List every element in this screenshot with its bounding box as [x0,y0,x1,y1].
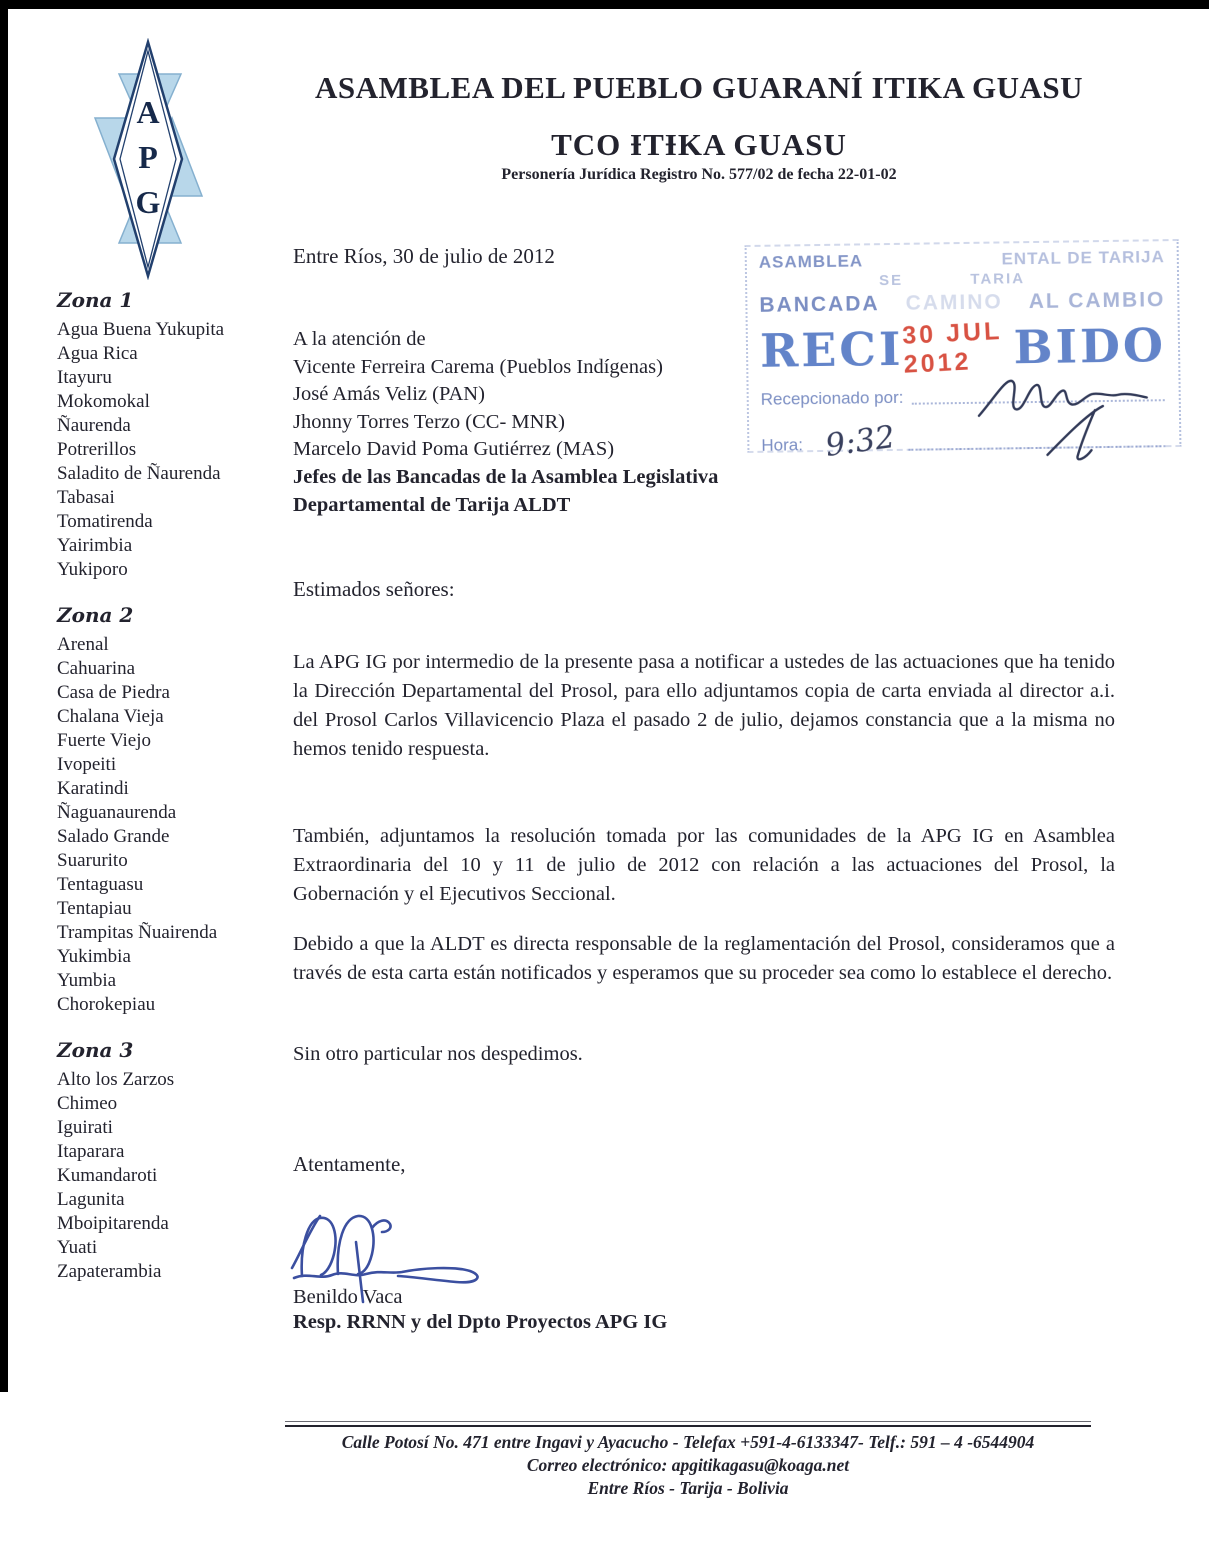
recipients-role-line-2: Departamental de Tarija ALDT [293,493,571,516]
community-item: Potrerillos [57,439,137,460]
community-item: Lagunita [57,1189,125,1210]
community-item: Yumbia [57,970,117,991]
community-item: Itaparara [57,1141,125,1162]
footer-address: Calle Potosí No. 471 entre Ingavi y Ayacucho - Telefax +591-4-6133347- Telf.: 591 – 4 -6544904 [341,1432,1035,1452]
stamp-bido-text: BIDO [1013,318,1167,375]
community-item: Salado Grande [57,826,170,847]
body-paragraph-2: También, adjuntamos la resolución tomada por las comunidades de la APG IG en Asamblea Extraordinaria del 10 y 11 de julio de 2012 con relación a las actuaciones del Prosol, la Gobernación y el Ejecutivos Seccional. [293,825,1115,905]
community-item: Fuerte Viejo [57,730,152,751]
zone-3-section [57,1038,292,1284]
stamp-time-flourish [1041,404,1112,461]
community-item: Mokomokal [57,391,150,412]
stamp-sub-right: TARIA [970,270,1026,288]
scan-edge-top [0,0,1209,9]
salutation: Estimados señores: [293,577,455,601]
community-item: Saladito de Ñaurenda [57,463,221,484]
community-item: Iguirati [57,1117,113,1138]
zone-2-title: Zona 2 [57,603,134,627]
territory-name: TCO ƗTƗKA GUASU [551,127,847,162]
stamp-bancada-mid: CAMINO [905,290,1003,315]
stamp-sub-left: SE [878,271,904,290]
community-item: Chorokepiau [57,994,156,1015]
recipient-line: Marcelo David Poma Gutiérrez (MAS) [293,438,615,461]
communities-sidebar [57,288,292,1305]
footer-email: Correo electrónico: apgitikagasu@koaga.net [526,1455,850,1475]
stamp-time-label: Hora: [761,435,804,455]
zone-1-list [57,318,292,582]
community-item: Yairimbia [57,535,133,556]
community-item: Cahuarina [57,658,136,679]
community-item: Tentapiau [57,898,132,919]
community-item: Karatindi [57,778,129,799]
recipients-role-line-1: Jefes de las Bancadas de la Asamblea Legislativa [293,465,719,488]
signer-title: Resp. RRNN y del Dpto Proyectos APG IG [293,1311,668,1333]
community-item: Yuati [57,1237,98,1258]
zone-2-list [57,633,292,1017]
community-item: Ivopeiti [57,754,117,775]
stamp-bancada-line [759,288,1165,318]
body-paragraph-3: Debido a que la ALDT es directa responsable de la reglamentación del Prosol, consideramos que a través de esta carta están notificados y esperamos que su proceder sea como lo establece el derecho. [293,933,1115,984]
body-paragraph-4: Sin otro particular nos despedimos. [293,1043,583,1065]
stamp-date: 30 JUL 2012 [902,316,1003,379]
stamp-received-by-label: Recepcionado por: [760,387,904,409]
logo-letter-a: A [136,94,160,130]
attention-line: A la atención de [293,328,426,350]
community-item: Ñaurenda [57,415,131,436]
community-item: Ñaguanaurenda [57,802,177,823]
letterhead [270,70,1128,184]
community-item: Tomatirenda [57,511,153,532]
community-item: Zapaterambia [57,1261,162,1282]
footer-block [285,1431,1091,1500]
recipient-line: Vicente Ferreira Carema (Pueblos Indígenas) [293,355,663,378]
stamp-reci-text: RECI [759,321,904,378]
signer-name: Benildo Vaca [293,1286,403,1308]
recipient-line: Jhonny Torres Terzo (CC- MNR) [293,410,565,433]
community-item: Arenal [57,634,109,655]
community-item: Yukimbia [57,946,131,967]
community-item: Tentaguasu [57,874,144,895]
stamp-dotted-leader [908,433,1165,451]
footer-location: Entre Ríos - Tarija - Bolivia [587,1478,789,1498]
community-item: Yukiporo [57,559,128,580]
recipients-block [293,326,763,519]
recipient-line: José Amás Veliz (PAN) [293,383,485,406]
community-item: Tabasai [57,487,115,508]
zone-3-title: Zona 3 [57,1038,134,1062]
logo-letter-p: P [138,139,158,175]
stamp-bancada-right: AL CAMBIO [1028,288,1166,314]
reception-stamp [745,239,1182,465]
registry-line: Personería Jurídica Registro No. 577/02 de fecha 22-01-02 [501,166,897,183]
community-item: Chalana Vieja [57,706,164,727]
handwritten-time: 9:32 [822,418,897,465]
community-item: Mboipitarenda [57,1213,169,1234]
dateline: Entre Ríos, 30 de julio de 2012 [293,244,555,268]
footer-divider [285,1421,1091,1427]
stamp-header-left: ASAMBLEA [758,251,864,272]
scan-edge-left [0,0,8,1392]
community-item: Kumandaroti [57,1165,158,1186]
body-paragraph-1: La APG IG por intermedio de la presente pasa a notificar a ustedes de las actuaciones que ha tenido la Dirección Departamental del Prosol, para ello adjuntamos copia de carta enviada al director a.i. del Prosol Carlos Villavicencio Plaza el pasado 2 de julio, dejamos constancia que a la misma no hemos tenido respuesta. [293,651,1115,760]
stamp-bancada-left: BANCADA [759,292,880,317]
community-item: Chimeo [57,1093,118,1114]
community-item: Agua Buena Yukupita [57,319,225,340]
closing-line: Atentamente, [293,1152,406,1176]
community-item: Casa de Piedra [57,682,170,703]
community-item: Suarurito [57,850,128,871]
community-item: Trampitas Ñuairenda [57,922,218,943]
logo-letter-g: G [135,184,161,220]
organization-name: ASAMBLEA DEL PUEBLO GUARANÍ ITIKA GUASU [315,70,1083,105]
community-item: Itayuru [57,367,112,388]
zone-1-title: Zona 1 [57,288,134,312]
zone-3-list [57,1068,292,1284]
apg-logo [92,38,204,280]
stamp-header-right: ENTAL DE TARIJA [1001,247,1165,269]
zone-2-section [57,603,292,1017]
community-item: Agua Rica [57,343,138,364]
zone-1-section [57,288,292,582]
community-item: Alto los Zarzos [57,1069,175,1090]
